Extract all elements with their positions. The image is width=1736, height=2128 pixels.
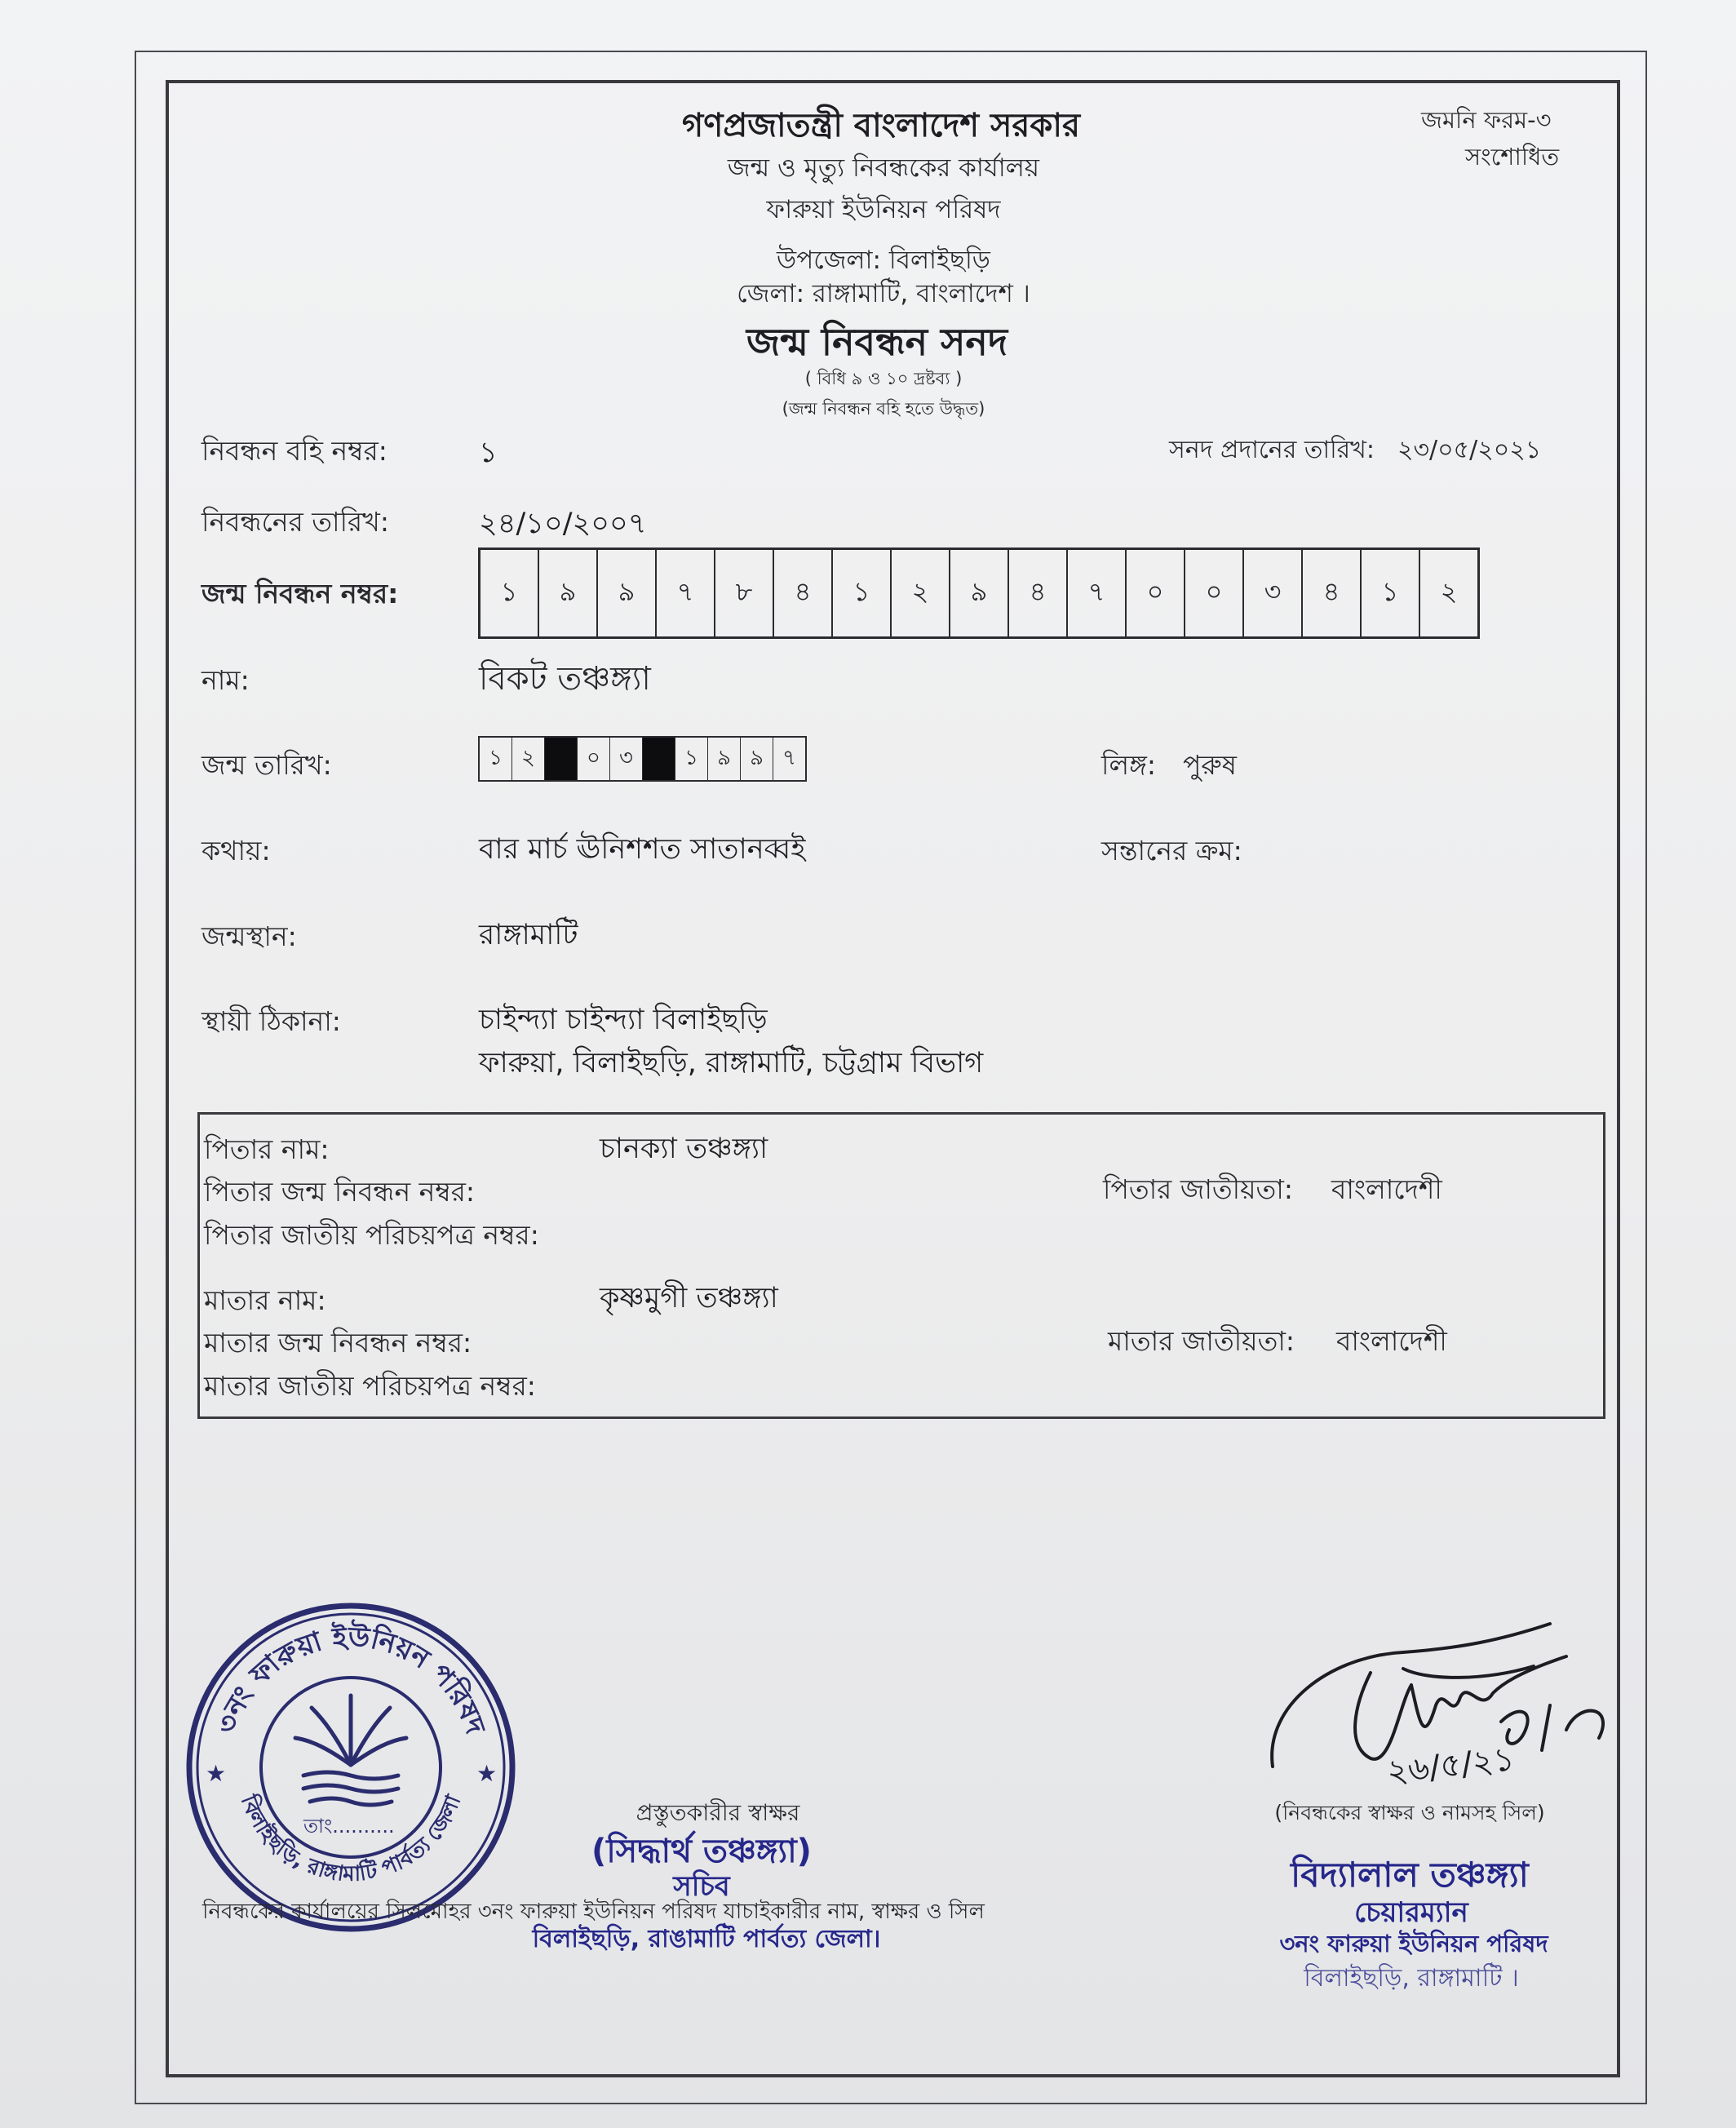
address-line-2: ফারুয়া, বিলাইছড়ি, রাঙ্গামাটি, চট্টগ্রাম বিভাগ: [479, 1047, 984, 1080]
mother-nid-label: মাতার জাতীয় পরিচয়পত্র নম্বর:: [204, 1370, 536, 1402]
rule-reference: ( বিধি ৯ ও ১০ দ্রষ্টব্য ): [804, 369, 963, 388]
reg-digit: ১: [833, 550, 892, 636]
preparer-title-stamp: সচিব: [673, 1870, 730, 1903]
father-nid-label: পিতার জাতীয় পরিচয়পত্র নম্বর:: [204, 1219, 539, 1251]
reg-digit: ১: [480, 550, 539, 636]
issue-date-label: সনদ প্রদানের তারিখ:: [1169, 436, 1375, 464]
dob-boxes: [478, 736, 807, 782]
union-seal-stamp: [181, 1598, 520, 1937]
dob-in-words: বার মার্চ ঊনিশশত সাতানব্বই: [479, 833, 806, 866]
dob-digit: ২: [512, 738, 545, 780]
father-nationality-label: পিতার জাতীয়তা:: [1103, 1173, 1293, 1205]
issue-date: ২৩/০৫/২০২১: [1397, 436, 1542, 464]
office-name: জন্ম ও মৃত্যু নিবন্ধকের কার্যালয়: [727, 153, 1040, 183]
dob-digit: ৩: [610, 738, 643, 780]
dob-digit: ৭: [782, 746, 796, 770]
birthplace-value: রাঙ্গামাটি: [479, 919, 578, 951]
registration-date-label: নিবন্ধনের তারিখ:: [202, 506, 389, 538]
child-order-label: সন্তানের ক্রম:: [1101, 835, 1242, 867]
seal-verifier-line: নিবন্ধকের কার্যালয়ের সিলমোহর ৩নং ফারুয়া ইউনিয়ন পরিষদ যাচাইকারীর নাম, স্বাক্ষর ও সিল: [202, 1900, 985, 1924]
reg-digit: ৯: [598, 550, 657, 636]
seal-emblem: [295, 1696, 406, 1805]
mother-name: কৃষ্ণমুগী তঞ্চঙ্গ্যা: [600, 1282, 778, 1314]
father-nationality: বাংলাদেশী: [1331, 1173, 1442, 1205]
child-name: বিকট তঞ্চঙ্গ্যা: [479, 660, 651, 698]
registrar-union-stamp: ৩নং ফারুয়া ইউনিয়ন পরিষদ: [1279, 1930, 1548, 1957]
government-title: গণপ্রজাতন্ত্রী বাংলাদেশ সরকার: [682, 107, 1080, 144]
seal-star-icon: ★: [476, 1760, 498, 1787]
reg-digit: ৯: [950, 550, 1009, 636]
seal-top-text: ৩নং ফারুয়া ইউনিয়ন পরিষদ: [210, 1620, 492, 1738]
reg-digit: ৯: [539, 550, 598, 636]
book-number-label: নিবন্ধন বহি নম্বর:: [202, 435, 388, 467]
mother-nationality-label: মাতার জাতীয়তা:: [1108, 1325, 1295, 1357]
book-number: ১: [479, 437, 498, 469]
registration-date: ২৪/১০/২০০৭: [479, 508, 647, 540]
gender-label: লিঙ্গ:: [1101, 749, 1157, 781]
mother-nationality: বাংলাদেশী: [1336, 1325, 1447, 1357]
registrar-title-stamp: চেয়ারম্যান: [1354, 1896, 1468, 1929]
preparer-address-stamp: বিলাইছড়ি, রাঙামাটি পার্বত্য জেলা।: [532, 1925, 881, 1953]
seal-star-icon: ★: [206, 1760, 227, 1787]
reg-digit: ৪: [1009, 550, 1068, 636]
in-words-label: কথায়:: [202, 835, 271, 867]
father-name: চানক্যা তঞ্চঙ্গ্যা: [600, 1133, 768, 1165]
upazila-line: উপজেলা: বিলাইছড়ি: [777, 246, 990, 275]
reg-digit: ২: [1440, 576, 1458, 607]
reg-digit: ৪: [1303, 550, 1362, 636]
form-number: জমনি ফরম-৩: [1421, 106, 1552, 134]
signature-date: ২৬/৫/২১: [1384, 1740, 1517, 1792]
union-name: ফারুয়া ইউনিয়ন পরিষদ: [766, 195, 1001, 224]
dob-separator: [545, 738, 578, 780]
dob-separator: [643, 738, 675, 780]
reg-digit: ০: [1185, 550, 1244, 636]
reg-digit: ১: [1362, 550, 1420, 636]
mother-name-label: মাতার নাম:: [204, 1284, 326, 1316]
father-reg-label: পিতার জন্ম নিবন্ধন নম্বর:: [204, 1176, 476, 1208]
gender-value: পুরুষ: [1183, 749, 1237, 781]
address-label: স্থায়ী ঠিকানা:: [202, 1005, 341, 1037]
address-line-1: চাইন্দ্যা চাইন্দ্যা বিলাইছড়ি: [479, 1004, 768, 1036]
name-label: নাম:: [202, 664, 250, 696]
dob-digit: ৯: [708, 738, 741, 780]
reg-digit: ৪: [774, 550, 833, 636]
seal-date-mark: তাং..........: [303, 1815, 395, 1838]
registrar-name-stamp: বিদ্যালাল তঞ্চঙ্গ্যা: [1291, 1855, 1529, 1895]
reg-digit: ৭: [1068, 550, 1127, 636]
registrar-sign-label: (নিবন্ধকের স্বাক্ষর ও নামসহ সিল): [1274, 1801, 1545, 1824]
district-line: জেলা: রাঙ্গামাটি, বাংলাদেশ ।: [737, 279, 1030, 308]
birthplace-label: জন্মস্থান:: [202, 920, 297, 952]
dob-digit: ৯: [741, 738, 773, 780]
mother-reg-label: মাতার জন্ম নিবন্ধন নম্বর:: [204, 1327, 472, 1359]
dob-digit: ১: [480, 738, 512, 780]
dob-label: জন্ম তারিখ:: [202, 749, 332, 781]
seal-bottom-text: বিলাইছড়ি, রাঙ্গামাটি পার্বত্য জেলা: [235, 1792, 467, 1886]
registration-number-boxes: [478, 548, 1480, 639]
dob-digit: ১: [675, 738, 708, 780]
father-name-label: পিতার নাম:: [204, 1133, 330, 1165]
certificate-title: জন্ম নিবন্ধন সনদ: [746, 320, 1008, 364]
reg-digit: ০: [1127, 550, 1185, 636]
source-note: (জন্ম নিবন্ধন বহি হতে উদ্ধৃত): [782, 399, 985, 419]
registration-number-label: জন্ম নিবন্ধন নম্বর:: [202, 578, 399, 610]
reg-digit: ২: [892, 550, 950, 636]
preparer-sign-label: প্রস্তুতকারীর স্বাক্ষর: [636, 1799, 800, 1826]
form-note: সংশোধিত: [1465, 143, 1560, 171]
reg-digit: ৭: [657, 550, 715, 636]
registrar-address-stamp: বিলাইছড়ি, রাঙ্গামাটি ।: [1304, 1964, 1519, 1993]
dob-digit: ০: [578, 738, 610, 780]
reg-digit: ৮: [715, 550, 774, 636]
reg-digit: ৩: [1244, 550, 1303, 636]
preparer-name-stamp: (সিদ্ধার্থ তঞ্চঙ্গ্যা): [591, 1833, 812, 1870]
